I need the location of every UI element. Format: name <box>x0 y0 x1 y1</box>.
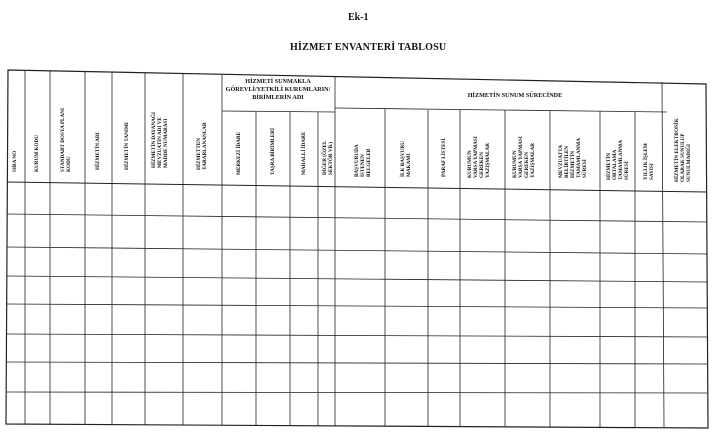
col-kurumlarin-yazismalar: KURUMUN VARSA YAPMASI GEREKEN YAZIŞMALAR <box>512 136 536 178</box>
col-merkezi-idare: MERKEZİ İDARE <box>236 131 242 175</box>
col-basvuruda-istenen-belgeler: BAŞVURUDA İSTENEN BELGELER <box>354 144 372 177</box>
col-diger: DİĞER (ÖZEL SEKTÖR VB.) <box>322 140 334 175</box>
group-header-kurumlar: HİZMETİ SUNMAKLA GÖREVLİ/YETKİLİ KURUMLARIN/ BİRİMLERİN ADI <box>225 78 331 101</box>
col-ortalama-tamamlanma-suresi: HİZMETİN ORTALAMA TAMAMLANMA SÜRESİ <box>606 140 630 180</box>
col-dayanak-mevzuat: HİZMETİN DAYANAĞI MEVZUATIN ADI VE MADDE NUMARASI <box>151 112 169 168</box>
col-yillik-islem-sayisi: YILLIK İŞLEM SAYISI <box>643 143 655 180</box>
col-kurum-kodu: KURUM KODU <box>34 134 40 172</box>
col-elektronik-sunum: HİZMETİN ELEKTRONİK OLARAK SUNULUP SUNULMADIĞI <box>674 118 692 182</box>
col-kurumun-yazismalar: KURUMUN VARSA YAPMASI GEREKEN YAZIŞMALAR <box>467 136 491 178</box>
col-hizmetin-adi: HİZMETİN ADI <box>95 132 101 170</box>
group-header-sunum-sureci: HİZMETİN SUNUM SÜRECİNDE <box>467 92 563 99</box>
col-sira-no: SIRA NO <box>12 150 18 172</box>
col-hizmetin-tanimi: HİZMETİN TANIMI <box>124 122 130 170</box>
col-standart-dosya-plani-kodu: STANDART DOSYA PLANI KODU <box>60 107 72 172</box>
col-yararlananlar: HİZMETTEN YARARLANANLAR <box>196 122 208 170</box>
col-tasra-birimleri: TAŞRA BİRİMLERİ <box>270 127 276 175</box>
col-mevzuat-tamamlanma-suresi: MEVZUATTA BELİRTİLEN HİZMETİN TAMAMLANMA SÜRESİ <box>558 138 588 178</box>
page-title: HİZMET ENVANTERİ TABLOSU <box>290 42 447 53</box>
col-ilk-basvuru-makami: İLK BAŞVURU MAKAMI <box>400 141 412 177</box>
col-paraf-listesi: PARAF LİSTESİ <box>441 138 447 177</box>
annex-label: Ek-1 <box>348 12 369 23</box>
col-mahalli-idare: MAHALLİ İDARE <box>301 131 307 175</box>
